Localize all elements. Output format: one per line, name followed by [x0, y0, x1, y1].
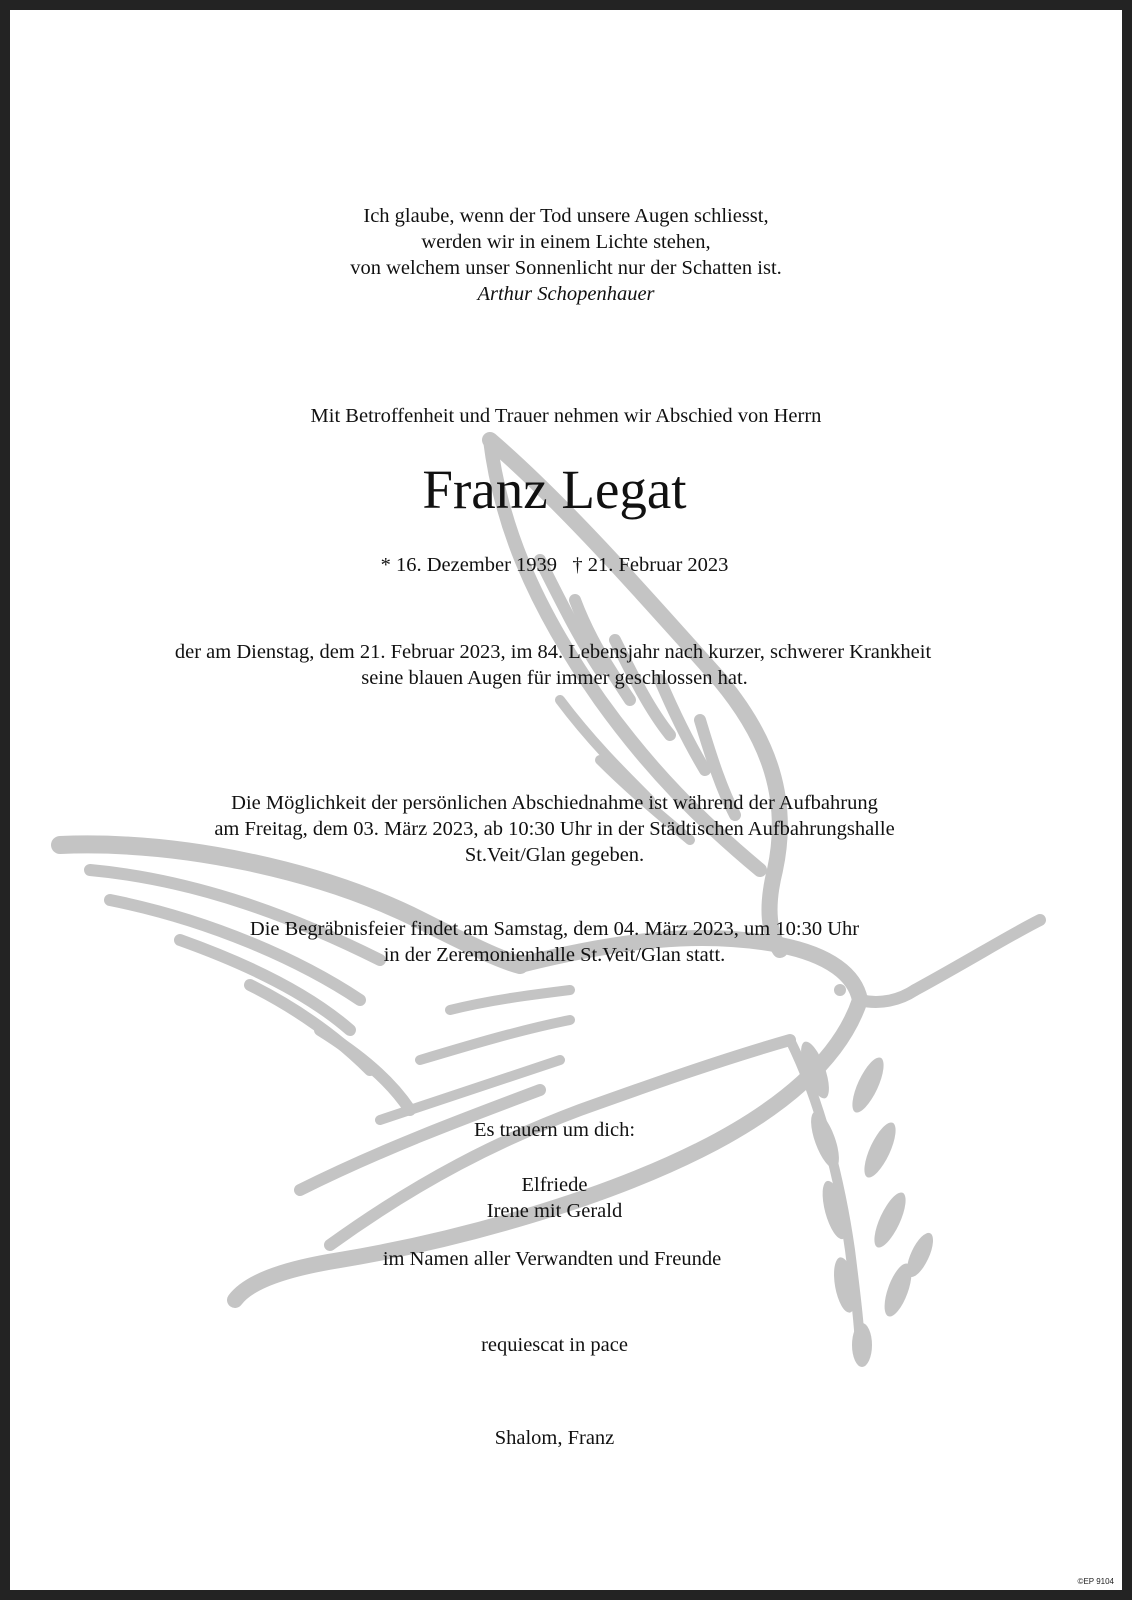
requiescat-text: requiescat in pace [481, 1334, 628, 1356]
viewing-line-1: Die Möglichkeit der persönlichen Abschiednahme ist während der Aufbahrung [231, 792, 878, 814]
deceased-name: Franz Legat [422, 459, 687, 520]
intro-text: Mit Betroffenheit und Trauer nehmen wir Abschied von Herrn [310, 405, 822, 427]
farewell-text: Shalom, Franz [494, 1427, 615, 1449]
mourners-heading: Es trauern um dich: [473, 1119, 636, 1141]
quote-line-1: Ich glaube, wenn der Tod unsere Augen schliesst, [363, 205, 769, 227]
funeral-line-2: in der Zeremonienhalle St.Veit/Glan statt. [383, 944, 726, 966]
life-dates: * 16. Dezember 1939 † 21. Februar 2023 [380, 554, 729, 576]
footer-code: ©EP 9104 [1077, 1577, 1114, 1586]
mourner-name: Elfriede [521, 1174, 588, 1196]
quote-line-2: werden wir in einem Lichte stehen, [421, 231, 711, 253]
mourner-name: Irene mit Gerald [486, 1200, 623, 1222]
mourners-others: im Namen aller Verwandten und Freunde [382, 1248, 722, 1270]
passing-line-1: der am Dienstag, dem 21. Februar 2023, im 84. Lebensjahr nach kurzer, schwerer Krankheit [174, 641, 932, 663]
funeral-line-1: Die Begräbnisfeier findet am Samstag, dem 04. März 2023, um 10:30 Uhr [249, 918, 860, 940]
quote-author: Arthur Schopenhauer [477, 283, 655, 305]
viewing-line-3: St.Veit/Glan gegeben. [464, 844, 645, 866]
viewing-line-2: am Freitag, dem 03. März 2023, ab 10:30 Uhr in der Städtischen Aufbahrungshalle [214, 818, 895, 840]
quote-line-3: von welchem unser Sonnenlicht nur der Schatten ist. [350, 257, 782, 279]
passing-line-2: seine blauen Augen für immer geschlossen hat. [361, 667, 748, 689]
